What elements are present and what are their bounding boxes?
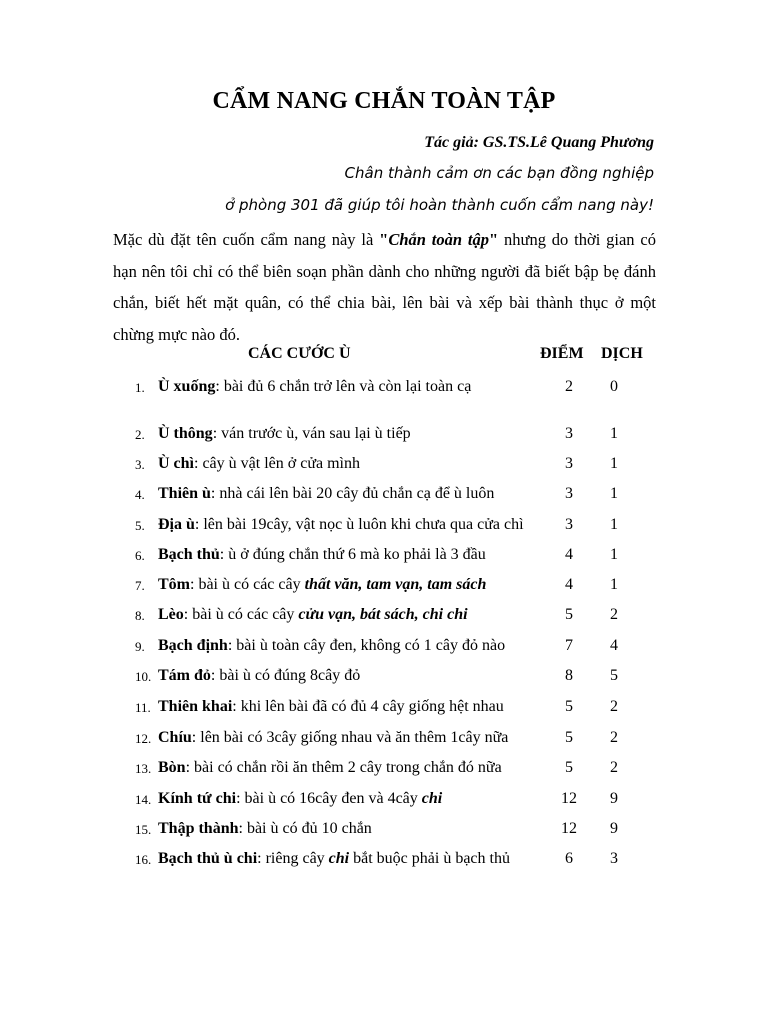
rule-sep: : [236, 790, 245, 807]
rule-sep: : [227, 637, 237, 654]
rule-text: bài có chắn rồi ăn thêm 2 cây trong chắn đó nữa [194, 759, 502, 776]
rule-points: 12 [561, 790, 577, 807]
rule-number: 15. [135, 822, 152, 837]
rule-keyword: cửu vạn, bát sách, chi chi [298, 606, 468, 623]
rule-row [0, 425, 768, 449]
rule-pay: 3 [610, 850, 618, 867]
rule-text: ván trước ù, ván sau lại ù tiếp [221, 425, 411, 442]
rule-points: 3 [565, 455, 573, 472]
rule-points: 3 [565, 516, 573, 533]
rule-pay: 1 [610, 485, 618, 502]
rule-points: 8 [565, 667, 573, 684]
rule-text: lên bài có 3cây giống nhau và ăn thêm 1cây nữa [200, 729, 509, 746]
rule-number: 8. [135, 608, 145, 623]
rule-pay: 2 [610, 606, 618, 623]
rule-name: Ù thông [158, 425, 213, 442]
rule-row [0, 485, 768, 509]
rule-keyword: thất văn, tam vạn, tam sách [304, 576, 487, 593]
rule-points: 2 [565, 378, 573, 395]
rule-points: 4 [565, 546, 573, 563]
rule-text: bài ù có 16cây đen và 4cây [244, 790, 422, 807]
rule-sep: : [215, 378, 224, 395]
rule-points: 12 [561, 820, 577, 837]
rule-description [158, 485, 494, 503]
page-title: CẨM NANG CHẮN TOÀN TẬP [212, 88, 556, 114]
rule-pay: 1 [610, 425, 618, 442]
rule-tail: bắt buộc phải ù bạch thủ [349, 850, 510, 867]
table-header-rules: CÁC CƯỚC Ù [248, 345, 351, 362]
rule-pay: 2 [610, 698, 618, 715]
intro-quote-text: Chắn toàn tập [388, 230, 489, 249]
rule-points: 5 [565, 698, 573, 715]
rule-number: 4. [135, 487, 145, 502]
rule-row [0, 576, 768, 600]
rule-description [158, 637, 505, 655]
intro-quote [379, 230, 498, 249]
rule-pay: 2 [610, 729, 618, 746]
rule-pay: 0 [610, 378, 618, 395]
thanks-line-2: ở phòng 301 đã giúp tôi hoàn thành cuốn cẩm nang này! [225, 196, 654, 214]
rule-number: 9. [135, 639, 145, 654]
rule-sep: : [194, 455, 203, 472]
rule-number: 5. [135, 518, 145, 533]
rule-description [158, 546, 486, 564]
rule-text: lên bài 19cây, vật nọc ù luôn khi chưa qua cửa chì [203, 516, 524, 533]
rule-points: 4 [565, 576, 573, 593]
rule-number: 6. [135, 548, 145, 563]
rule-description [158, 455, 360, 473]
intro-before: Mặc dù đặt tên cuốn cẩm nang này là [113, 230, 380, 249]
rule-sep: : [232, 698, 241, 715]
rule-sep: : [210, 667, 220, 684]
rule-sep: : [212, 425, 222, 442]
rule-row [0, 790, 768, 814]
rule-sep: : [191, 729, 201, 746]
rule-number: 14. [135, 792, 152, 807]
rule-sep: : [183, 606, 193, 623]
rule-points: 5 [565, 759, 573, 776]
rule-name: Địa ù [158, 516, 195, 533]
rule-sep: : [194, 516, 204, 533]
thanks-line-1: Chân thành cảm ơn các bạn đồng nghiệp [344, 164, 654, 182]
rule-sep: : [219, 546, 229, 563]
rule-text: riêng cây [265, 850, 329, 867]
rule-name: Lèo [158, 606, 184, 623]
table-header-pay: DỊCH [601, 345, 643, 362]
rule-name: Tôm [158, 576, 190, 593]
rule-number: 16. [135, 852, 152, 867]
rule-text: bài đủ 6 chắn trở lên và còn lại toàn cạ [223, 378, 472, 395]
rule-row [0, 606, 768, 630]
table-header-points: ĐIỂM [540, 345, 584, 362]
rule-description [158, 516, 524, 534]
rule-name: Bạch định [158, 637, 228, 654]
rule-keyword: chi [421, 790, 443, 807]
rule-description [158, 667, 360, 685]
rule-name: Bạch thủ [158, 546, 220, 563]
rule-text: cây ù vật lên ở cửa mình [202, 455, 360, 472]
rule-description [158, 606, 468, 624]
rule-text: bài ù có đúng 8cây đỏ [219, 667, 361, 684]
rule-name: Bòn [158, 759, 186, 776]
rule-description [158, 729, 508, 747]
rule-sep: : [190, 576, 199, 593]
rule-sep: : [185, 759, 195, 776]
intro-paragraph [113, 224, 656, 350]
rule-text: ù ở đúng chắn thứ 6 mà ko phải là 3 đầu [228, 546, 486, 563]
rule-row [0, 850, 768, 874]
rule-row [0, 729, 768, 753]
rule-points: 5 [565, 729, 573, 746]
rule-description [158, 759, 502, 777]
rule-keyword: chi [328, 850, 350, 867]
quote-open: " [379, 230, 389, 249]
rule-row [0, 378, 768, 402]
rule-description [158, 425, 411, 443]
rule-description [158, 820, 372, 838]
quote-close: " [488, 230, 499, 249]
rule-number: 13. [135, 761, 152, 776]
rule-sep: : [238, 820, 247, 837]
rule-name: Ù xuống [158, 378, 216, 395]
rule-row [0, 667, 768, 691]
rule-number: 12. [135, 731, 152, 746]
rule-pay: 1 [610, 576, 618, 593]
rule-points: 3 [565, 425, 573, 442]
rule-points: 7 [565, 637, 573, 654]
rule-pay: 2 [610, 759, 618, 776]
rule-description [158, 850, 510, 868]
rule-row [0, 546, 768, 570]
rule-row [0, 820, 768, 844]
rule-points: 3 [565, 485, 573, 502]
rule-sep: : [257, 850, 266, 867]
rule-name: Tám đỏ [158, 667, 211, 684]
rule-name: Ù chì [158, 455, 194, 472]
rule-description [158, 790, 442, 808]
author-line: Tác giả: GS.TS.Lê Quang Phương [424, 134, 654, 151]
rule-name: Thập thành [158, 820, 239, 837]
rule-pay: 4 [610, 637, 618, 654]
rule-name: Thiên khai [158, 698, 233, 715]
rule-pay: 9 [610, 820, 618, 837]
rule-name: Kính tứ chi [158, 790, 237, 807]
rule-text: bài ù có đủ 10 chắn [246, 820, 372, 837]
rule-pay: 5 [610, 667, 618, 684]
rule-text: nhà cái lên bài 20 cây đủ chắn cạ để ù luôn [219, 485, 495, 502]
rule-pay: 1 [610, 516, 618, 533]
rule-name: Thiên ù [158, 485, 211, 502]
rule-text: khi lên bài đã có đủ 4 cây giống hệt nhau [240, 698, 504, 715]
rule-text: bài ù có các cây [198, 576, 305, 593]
rule-points: 5 [565, 606, 573, 623]
rule-number: 3. [135, 457, 145, 472]
rule-pay: 1 [610, 546, 618, 563]
rule-pay: 1 [610, 455, 618, 472]
intro-after: nhưng do thời gian có hạn nên tôi chỉ có thể biên soạn phần dành cho những người đã biết bập bẹ đánh chắn, biết hết mặt quân, có thể chia bài, lên bài và xếp bài thành thục ở một chừng mực nào đó. [113, 230, 656, 344]
rule-row [0, 455, 768, 479]
rule-row [0, 759, 768, 783]
rule-number: 7. [135, 578, 145, 593]
rule-description [158, 378, 471, 396]
rule-points: 6 [565, 850, 573, 867]
rule-number: 11. [135, 700, 151, 715]
rule-row [0, 637, 768, 661]
rule-description [158, 576, 486, 594]
rule-name: Bạch thủ ù chi [158, 850, 258, 867]
rule-description [158, 698, 504, 716]
rule-text: bài ù toàn cây đen, không có 1 cây đỏ nào [236, 637, 506, 654]
rule-number: 2. [135, 427, 145, 442]
rule-name: Chíu [158, 729, 192, 746]
rule-sep: : [210, 485, 220, 502]
rule-number: 10. [135, 669, 152, 684]
rule-number: 1. [135, 380, 145, 395]
rule-row [0, 516, 768, 540]
rule-pay: 9 [610, 790, 618, 807]
rule-row [0, 698, 768, 722]
rule-text: bài ù có các cây [192, 606, 299, 623]
